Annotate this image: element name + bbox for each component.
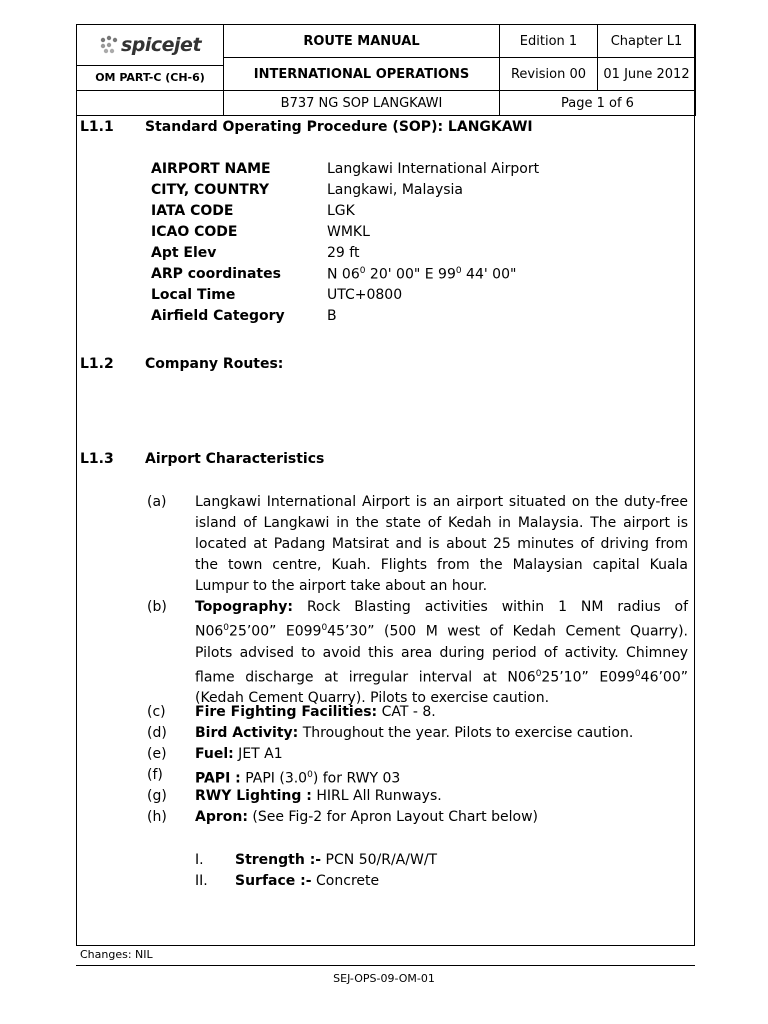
section-title-l1-3: Airport Characteristics xyxy=(145,451,325,467)
item-a-marker: (a) xyxy=(147,494,167,510)
item-d-marker: (d) xyxy=(147,725,167,741)
page-number-cell: Page 1 of 6 xyxy=(500,91,696,116)
footer-rule xyxy=(76,965,695,966)
sop-name-cell: B737 NG SOP LANGKAWI xyxy=(224,91,500,116)
city-country-label: CITY, COUNTRY xyxy=(151,182,270,198)
item-h-text: Apron: (See Fig-2 for Apron Layout Chart below) xyxy=(195,809,538,825)
item-c-text: Fire Fighting Facilities: CAT - 8. xyxy=(195,704,436,720)
airfield-category-value: B xyxy=(327,308,337,324)
icao-code-label: ICAO CODE xyxy=(151,224,238,240)
section-title-l1-2: Company Routes: xyxy=(145,356,284,372)
item-g-text: RWY Lighting : HIRL All Runways. xyxy=(195,788,442,804)
spicejet-logo xyxy=(77,25,223,65)
manual-subtitle: INTERNATIONAL OPERATIONS xyxy=(224,58,500,91)
changes-note: Changes: NIL xyxy=(80,948,153,961)
item-h-marker: (h) xyxy=(147,809,167,825)
section-title-l1-1: Standard Operating Procedure (SOP): LANGKAWI xyxy=(145,119,533,135)
local-time-label: Local Time xyxy=(151,287,236,303)
subitem-i-text: Strength :- PCN 50/R/A/W/T xyxy=(235,852,438,868)
airport-name-value: Langkawi International Airport xyxy=(327,161,540,177)
om-part-label: OM PART-C (CH-6) xyxy=(77,65,223,90)
arp-coordinates-label: ARP coordinates xyxy=(151,266,281,282)
revision-cell: Revision 00 xyxy=(500,58,598,91)
section-number-l1-1: L1.1 xyxy=(80,119,114,135)
logo-dots-icon xyxy=(99,34,121,56)
logo-cell xyxy=(77,25,224,91)
item-b-text: Topography: Rock Blasting activities within 1 NM radius of $N06^025’00$” $E099^045’30$” (500 M west of Kedah Cement Quarry). Pilots advised to avoid this area during period of activity. Chimney flame discharge at irregular interval at $N06^025’10$” $E099^046’00$” (Kedah Cement Quarry). Pilots to exercise caution. xyxy=(195,599,688,707)
item-g-marker: (g) xyxy=(147,788,167,804)
item-f-marker: (f) xyxy=(147,767,163,783)
logo-wordmark: spicejet xyxy=(120,34,202,56)
manual-title: ROUTE MANUAL xyxy=(224,25,500,58)
document-header xyxy=(76,24,696,116)
subitem-i-marker: I. xyxy=(195,852,204,868)
chapter-cell: Chapter L1 xyxy=(598,25,696,58)
arp-coordinates-value: N $06^0$ 20' 00" E $99^0$ 44' 00" xyxy=(327,266,517,283)
iata-code-label: IATA CODE xyxy=(151,203,234,219)
icao-code-value: WMKL xyxy=(327,224,370,240)
edition-cell: Edition 1 xyxy=(500,25,598,58)
airport-name-label: AIRPORT NAME xyxy=(151,161,271,177)
iata-code-value: LGK xyxy=(327,203,355,219)
item-e-text: Fuel: JET A1 xyxy=(195,746,283,762)
airfield-category-label: Airfield Category xyxy=(151,308,285,324)
item-d-text: Bird Activity: Throughout the year. Pilots to exercise caution. xyxy=(195,725,634,741)
subitem-ii-text: Surface :- Concrete xyxy=(235,873,380,889)
item-e-marker: (e) xyxy=(147,746,167,762)
city-country-value: Langkawi, Malaysia xyxy=(327,182,463,198)
item-a-text: Langkawi International Airport is an airport situated on the duty-free island of Langkawi in the state of Kedah in Malaysia. The airport is located at Padang Matsirat and is about 25 minutes of driving from the town centre, Kuah. Flights from the Malaysian capital Kuala Lumpur to the airport take about an hour. xyxy=(195,494,688,594)
subitem-ii-marker: II. xyxy=(195,873,208,889)
local-time-value: UTC+0800 xyxy=(327,287,403,303)
elevation-label: Apt Elev xyxy=(151,245,217,261)
document-code: SEJ-OPS-09-OM-01 xyxy=(333,972,435,985)
item-b-marker: (b) xyxy=(147,599,167,615)
date-cell: 01 June 2012 xyxy=(598,58,696,91)
item-c-marker: (c) xyxy=(147,704,166,720)
section-number-l1-3: L1.3 xyxy=(80,451,114,467)
section-number-l1-2: L1.2 xyxy=(80,356,114,372)
elevation-value: 29 ft xyxy=(327,245,360,261)
item-f-text: PAPI : PAPI $(3.0^0)$ for RWY 03 xyxy=(195,770,401,787)
